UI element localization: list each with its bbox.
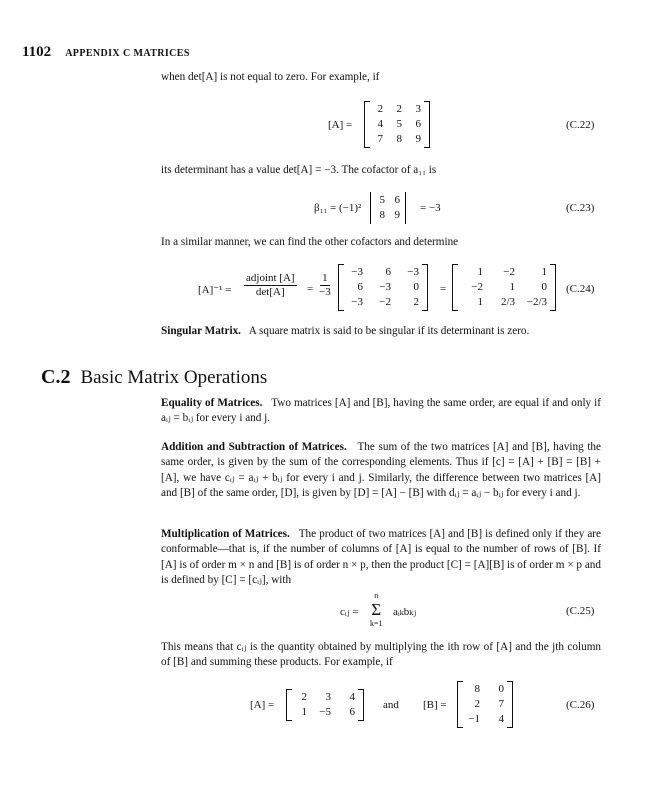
matrix-b-c26 (457, 681, 513, 728)
matrix-cell: 2/3 (500, 296, 515, 308)
matrix-cell: 2 (396, 103, 402, 115)
singular-heading: Singular Matrix. (161, 325, 241, 337)
adjoint-numerator: adjoint [A] (246, 272, 295, 284)
matrix-cell: −3 (407, 266, 419, 278)
matrix-cell: 1 (301, 706, 307, 718)
addition-heading: Addition and Subtraction of Matrices. (161, 441, 347, 453)
matrix-cell: 1 (509, 281, 515, 293)
adjoint-matrix (338, 264, 428, 311)
summation (370, 590, 383, 629)
matrix-cell: 2 (377, 103, 383, 115)
section-number: C.2 (41, 366, 71, 388)
matrix-cell: 9 (415, 133, 421, 145)
c25-term: aᵢₖbₖⱼ (393, 606, 417, 618)
matrix-cell: 2 (413, 296, 419, 308)
matrix-cell: −2 (471, 281, 483, 293)
equality-heading: Equality of Matrices. (161, 397, 263, 409)
c24-lhs: [A]⁻¹ = (198, 284, 232, 296)
matrix-a-c22 (364, 101, 430, 148)
equation-number-c24: (C.24) (566, 283, 595, 295)
running-title: APPENDIX C MATRICES (65, 48, 190, 59)
multiplication-text: The product of two matrices [A] and [B] is defined only if they are conformable—that is, if the number of columns of [A] is equal to the number of rows of [B]. If [A] is of order m × n and [B] is of order n × p, then the product [C] = [A][B] is of order m × p and is defined by [C] = [cᵢⱼ], with (161, 528, 601, 586)
matrix-cell: 2 (474, 698, 480, 710)
intro-paragraph: when det[A] is not equal to zero. For example, if (161, 71, 380, 83)
matrix-cell: −2 (379, 296, 391, 308)
matrix-cell: 5 (379, 194, 385, 206)
adjoint-fraction (244, 272, 297, 299)
c25-lhs: cᵢⱼ = (340, 606, 359, 618)
matrix-cell: 4 (498, 713, 504, 725)
singular-text: A square matrix is said to be singular if its determinant is zero. (248, 325, 530, 337)
cofactors-sentence: In a similar manner, we can find the other cofactors and determine (161, 236, 459, 248)
cofactor-determinant (368, 192, 408, 224)
c24-equals-2: = (440, 283, 447, 295)
equation-number-c25: (C.25) (566, 605, 595, 617)
matrix-cell: 8 (379, 209, 385, 221)
running-header (22, 44, 190, 61)
scalar-denominator: −3 (319, 286, 331, 298)
c23-rhs: = −3 (420, 202, 441, 214)
matrix-cell: 6 (394, 194, 400, 206)
matrix-cell: 9 (394, 209, 400, 221)
matrix-cell: −1 (468, 713, 480, 725)
matrix-cell: 3 (325, 691, 331, 703)
page-number: 1102 (22, 44, 52, 60)
sum-upper-limit: n (374, 591, 379, 600)
matrix-cell: 6 (415, 118, 421, 130)
matrix-cell: 8 (396, 133, 402, 145)
equality-paragraph (161, 396, 601, 427)
equation-number-c22: (C.22) (566, 119, 595, 131)
matrix-cell: 7 (498, 698, 504, 710)
c22-lhs: [A] = (328, 119, 353, 131)
matrix-cell: 4 (349, 691, 355, 703)
matrix-cell: −2/3 (526, 296, 547, 308)
sigma-symbol: Σ (371, 600, 382, 619)
c23-lhs: β₁₁ = (−1)² (314, 202, 362, 214)
matrix-cell: 0 (541, 281, 547, 293)
section-heading (41, 366, 267, 389)
c26-and: and (383, 699, 399, 711)
matrix-cell: 8 (474, 683, 480, 695)
addition-paragraph (161, 440, 601, 501)
matrix-cell: 0 (498, 683, 504, 695)
equation-number-c23: (C.23) (566, 202, 595, 214)
matrix-cell: −3 (351, 296, 363, 308)
addition-text: The sum of the two matrices [A] and [B], having the same order, is given by the sum of the corresponding elements. Thus if [c] = [A] + [B] = [B] + [A], we have cᵢⱼ = aᵢⱼ + bᵢⱼ for every i and j. Similarly, the difference between two matrices [A] and [B] of the same order, [D], is given by [D] = [A] − [B] with dᵢⱼ = aᵢⱼ − bᵢⱼ for every i and j. (161, 441, 601, 499)
matrix-cell: 5 (396, 118, 402, 130)
matrix-cell: −3 (379, 281, 391, 293)
equality-text: Two matrices [A] and [B], having the same order, are equal if and only if aᵢⱼ = bᵢⱼ for every i and j. (161, 397, 601, 425)
matrix-a-c26 (286, 689, 364, 721)
determinant-sentence: its determinant has a value det[A] = −3. The cofactor of a₁₁ is (161, 164, 437, 176)
sum-lower-limit: k=1 (370, 619, 383, 628)
matrix-cell: 6 (357, 281, 363, 293)
matrix-cell: 0 (413, 281, 419, 293)
c26-lhs-b: [B] = (423, 699, 447, 711)
scalar-fraction (319, 272, 331, 299)
c24-equals-1: = (307, 283, 314, 295)
adjoint-denominator: det[A] (255, 286, 285, 298)
matrix-cell: 2 (301, 691, 307, 703)
singular-paragraph (161, 324, 601, 339)
matrix-cell: 6 (349, 706, 355, 718)
inverse-matrix (452, 264, 556, 311)
multiplication-heading: Multiplication of Matrices. (161, 528, 290, 540)
matrix-cell: 4 (377, 118, 383, 130)
c26-lhs-a: [A] = (250, 699, 275, 711)
matrix-cell: −2 (503, 266, 515, 278)
section-title: Basic Matrix Operations (80, 367, 268, 388)
scalar-numerator: 1 (322, 272, 328, 284)
matrix-cell: 6 (385, 266, 391, 278)
matrix-cell: 3 (415, 103, 421, 115)
matrix-cell: −3 (351, 266, 363, 278)
matrix-cell: 1 (477, 296, 483, 308)
equation-number-c26: (C.26) (566, 699, 595, 711)
matrix-cell: 7 (377, 133, 383, 145)
matrix-cell: −5 (319, 706, 331, 718)
matrix-cell: 1 (477, 266, 483, 278)
means-paragraph: This means that cᵢⱼ is the quantity obtained by multiplying the ith row of [A] and the jth column of [B] and summing these products. For example, if (161, 641, 601, 669)
multiplication-paragraph (161, 527, 601, 588)
matrix-cell: 1 (541, 266, 547, 278)
